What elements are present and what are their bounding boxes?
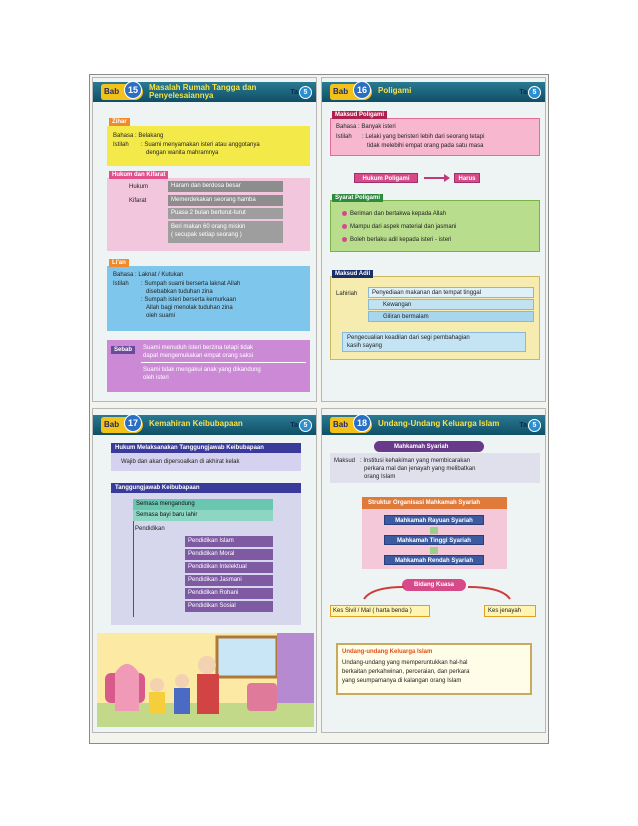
panel-header xyxy=(322,415,545,435)
zihar-bahasa: Bahasa : Belakang xyxy=(113,133,164,139)
form-tag: Ta 5 xyxy=(519,419,541,432)
form-tag: Ta 5 xyxy=(290,86,312,99)
arrow-right-icon xyxy=(424,177,446,179)
pendidikan-item: Pendidikan Rohani xyxy=(185,588,273,599)
kes-jenayah: Kes jenayah xyxy=(488,608,522,614)
form-tag: Ta 5 xyxy=(519,86,541,99)
panel-bab-15: Bab 15 Masalah Rumah Tangga dan Penyelesaiannya Ta 5 Zihar Bahasa : Belakang Istilah : Suami menyamakan isteri atau anggotanya dengan wanita mahramnya Hukum dan Kifarat Hukum Haram dan berdosa besar Kifarat Memerdekakan seorang hamba Puasa 2 bulan berturut-turut Beri makan 60 orang miskin ( secupak setiap seorang ) Li'an Bahasa : Laknat / Kutukan Istilah : Sumpah suami berserta laknat Allah disebabkan tuduhan zina : Sumpah isteri berserta kemurkaan Allah bagi menolak tuduhan zina oleh suami Sebab Suami menuduh isteri berzina tetapi tidak dapat mengemukakan empat orang saksi Suami tidak mengakui anak yang dikandung oleh isteri xyxy=(92,77,317,402)
chapter-number: 17 xyxy=(124,414,142,432)
kes-sivil: Kes Sivil / Mal ( harta benda ) xyxy=(333,608,412,614)
form-tag: Ta 5 xyxy=(290,419,312,432)
syarat-label: Syarat Poligami xyxy=(332,194,383,202)
struktur-label: Struktur Organisasi Mahkamah Syariah xyxy=(368,500,481,506)
panel-bab-18: Bab 18 Undang-Undang Keluarga Islam Ta 5 Mahkamah Syariah Maksud : Institusi kehakiman yang membicarakan perkara mal dan jenayah yang melibatkan orang Islam Struktur Organisasi Mahkamah Syariah Mahkamah Rayuan Syariah Mahkamah Tinggi Syariah Mahkamah Rendah Syariah Bidang Kuasa Kes Sivil / Mal ( harta benda ) Kes jenayah Undang-undang Keluarga Islam Undang-undang yang memperuntukkan hal-hal berkaitan perkahwinan, perceraian, dan perkara yang seumpamanya di kalangan orang Islam xyxy=(321,408,546,733)
chapter-title: Poligami xyxy=(378,86,412,95)
hukum-label: Hukum dan Kifarat xyxy=(109,171,168,179)
pendidikan-item: Pendidikan Jasmani xyxy=(185,575,273,586)
adil-note: Pengecualian keadilan dari segi pembahagian kasih sayang xyxy=(342,332,526,352)
hukum-text: Wajib dan akan dipersoalkan di akhirat kelak xyxy=(121,459,240,465)
chapter-badge: Bab 17 xyxy=(101,417,143,433)
chapter-badge: Bab 18 xyxy=(330,417,372,433)
syarat-item: Beriman dan bertakwa kepada Allah xyxy=(342,210,446,218)
adil-label: Maksud Adil xyxy=(332,270,373,278)
bidang-label: Bidang Kuasa xyxy=(414,582,455,588)
arrow-up-icon xyxy=(430,547,438,554)
lian-label: Li'an xyxy=(109,259,129,267)
arrow-up-icon xyxy=(430,527,438,534)
chapter-number: 16 xyxy=(353,81,371,99)
hukum-label: Hukum Melaksanakan Tanggungjawab Keibubapaan xyxy=(115,445,264,451)
syarat-item: Mampu dari aspek material dan jasmani xyxy=(342,223,456,231)
family-illustration xyxy=(97,633,314,727)
chapter-number: 15 xyxy=(124,81,142,99)
pendidikan-item: Pendidikan Moral xyxy=(185,549,273,560)
branch-arrows xyxy=(342,581,532,605)
zihar-label: Zihar xyxy=(109,118,130,126)
chapter-number: 18 xyxy=(353,414,371,432)
pendidikan-item: Pendidikan Islam xyxy=(185,536,273,547)
chapter-title: Kemahiran Keibubapaan xyxy=(149,419,243,428)
chapter-title: Undang-Undang Keluarga Islam xyxy=(378,419,500,428)
syarat-item: Boleh berlaku adil kepada isteri - isteri xyxy=(342,236,451,244)
chapter-badge: Bab 15 xyxy=(101,84,143,100)
hukum-poligami-badge: Hukum Poligami xyxy=(354,173,418,183)
sebab-label: Sebab xyxy=(111,346,135,354)
undang-label: Undang-undang Keluarga Islam xyxy=(342,649,433,655)
mahkamah-rayuan: Mahkamah Rayuan Syariah xyxy=(384,515,484,525)
maksud-label: Maksud Poligami xyxy=(332,111,387,119)
mahkamah-rendah: Mahkamah Rendah Syariah xyxy=(384,555,484,565)
pendidikan-item: Pendidikan Sosial xyxy=(185,601,273,612)
page-frame xyxy=(89,74,549,744)
hukum-value: Haram dan berdosa besar xyxy=(168,181,283,192)
harus-badge: Harus xyxy=(454,173,480,183)
panel-header xyxy=(93,415,316,435)
mahkamah-tinggi: Mahkamah Tinggi Syariah xyxy=(384,535,484,545)
mahkamah-label: Mahkamah Syariah xyxy=(394,444,449,450)
panel-bab-17: Bab 17 Kemahiran Keibubapaan Ta 5 Hukum Melaksanakan Tanggungjawab Keibubapaan Wajib dan akan dipersoalkan di akhirat kelak Tanggungjawab Keibubapaan Semasa mengandung Semasa bayi baru lahir Pendidikan Pendidikan Islam Pendidikan Moral Pendidikan Intelektual Pendidikan Jasmani Pendidikan Rohani Pendidikan Sosial xyxy=(92,408,317,733)
panel-header xyxy=(322,82,545,102)
pendidikan-item: Pendidikan Intelektual xyxy=(185,562,273,573)
panel-header xyxy=(93,82,316,102)
chapter-badge: Bab 16 xyxy=(330,84,372,100)
chapter-title: Masalah Rumah Tangga dan Penyelesaiannya xyxy=(149,83,257,100)
panel-bab-16: Bab 16 Poligami Ta 5 Maksud Poligami Bahasa : Banyak isteri Istilah : Lelaki yang beristeri lebih dari seorang tetapi tidak melebihi empat orang pada satu masa Hukum Poligami Harus Syarat Poligami Beriman dan bertakwa kepada Allah Mampu dari aspek material dan jasmani Boleh berlaku adil kepada isteri - isteri Maksud Adil Lahiriah Penyediaan makanan dan tempat tinggal Kewangan Giliran bermalam Pengecualian keadilan dari segi pembahagian kasih sayang xyxy=(321,77,546,402)
tj-label: Tanggungjawab Keibubapaan xyxy=(115,485,200,491)
